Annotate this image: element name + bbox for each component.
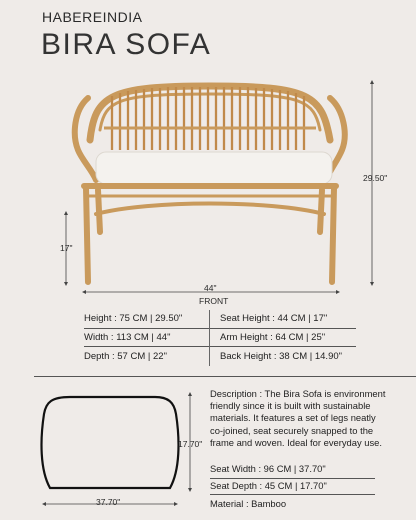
spec-seat-depth: Seat Depth : 45 CM | 17.70"	[210, 480, 327, 491]
spec-width: Width : 113 CM | 44"	[84, 332, 171, 343]
sofa-seat-frame	[84, 186, 336, 214]
spec-divider-2	[84, 346, 356, 347]
cushion-depth-label: 17.70"	[178, 439, 203, 449]
spec-seat-width: Seat Width : 96 CM | 37.70"	[210, 463, 326, 474]
brand-logo-letter: H	[42, 9, 53, 25]
spec-height: Height : 75 CM | 29.50"	[84, 313, 183, 324]
product-title: BIRA SOFA	[41, 28, 212, 61]
cushion-outline	[42, 397, 179, 488]
spec-column-divider	[209, 310, 210, 366]
spec-material: Material : Bamboo	[210, 498, 287, 509]
spec-arm-height: Arm Height : 64 CM | 25"	[220, 332, 326, 343]
front-label: FRONT	[199, 296, 229, 306]
sofa-backrest	[90, 86, 330, 140]
spec-divider-1	[84, 328, 356, 329]
spec-depth: Depth : 57 CM | 22"	[84, 351, 167, 362]
product-description: Description : The Bira Sofa is environment friendly since it is built with sustainable materials. It features a set of legs neatly co-joined, seat securely snapped to the frame and woven. Ideal for everyday use.	[210, 388, 386, 448]
spec-back-height: Back Height : 38 CM | 14.90"	[220, 351, 343, 362]
cushion-width-label: 37.70"	[96, 497, 121, 507]
cushion-spec-divider-1	[210, 478, 375, 479]
height-right-label: 29.50"	[363, 173, 388, 183]
height-left-label: 17"	[60, 243, 73, 253]
spec-seat-height: Seat Height : 44 CM | 17"	[220, 313, 328, 324]
section-divider	[34, 376, 416, 377]
brand-name: ABEREINDIA	[52, 9, 143, 25]
cushion-spec-divider-2	[210, 494, 375, 495]
width-label: 44"	[204, 283, 217, 293]
sofa-cushion	[96, 152, 332, 184]
